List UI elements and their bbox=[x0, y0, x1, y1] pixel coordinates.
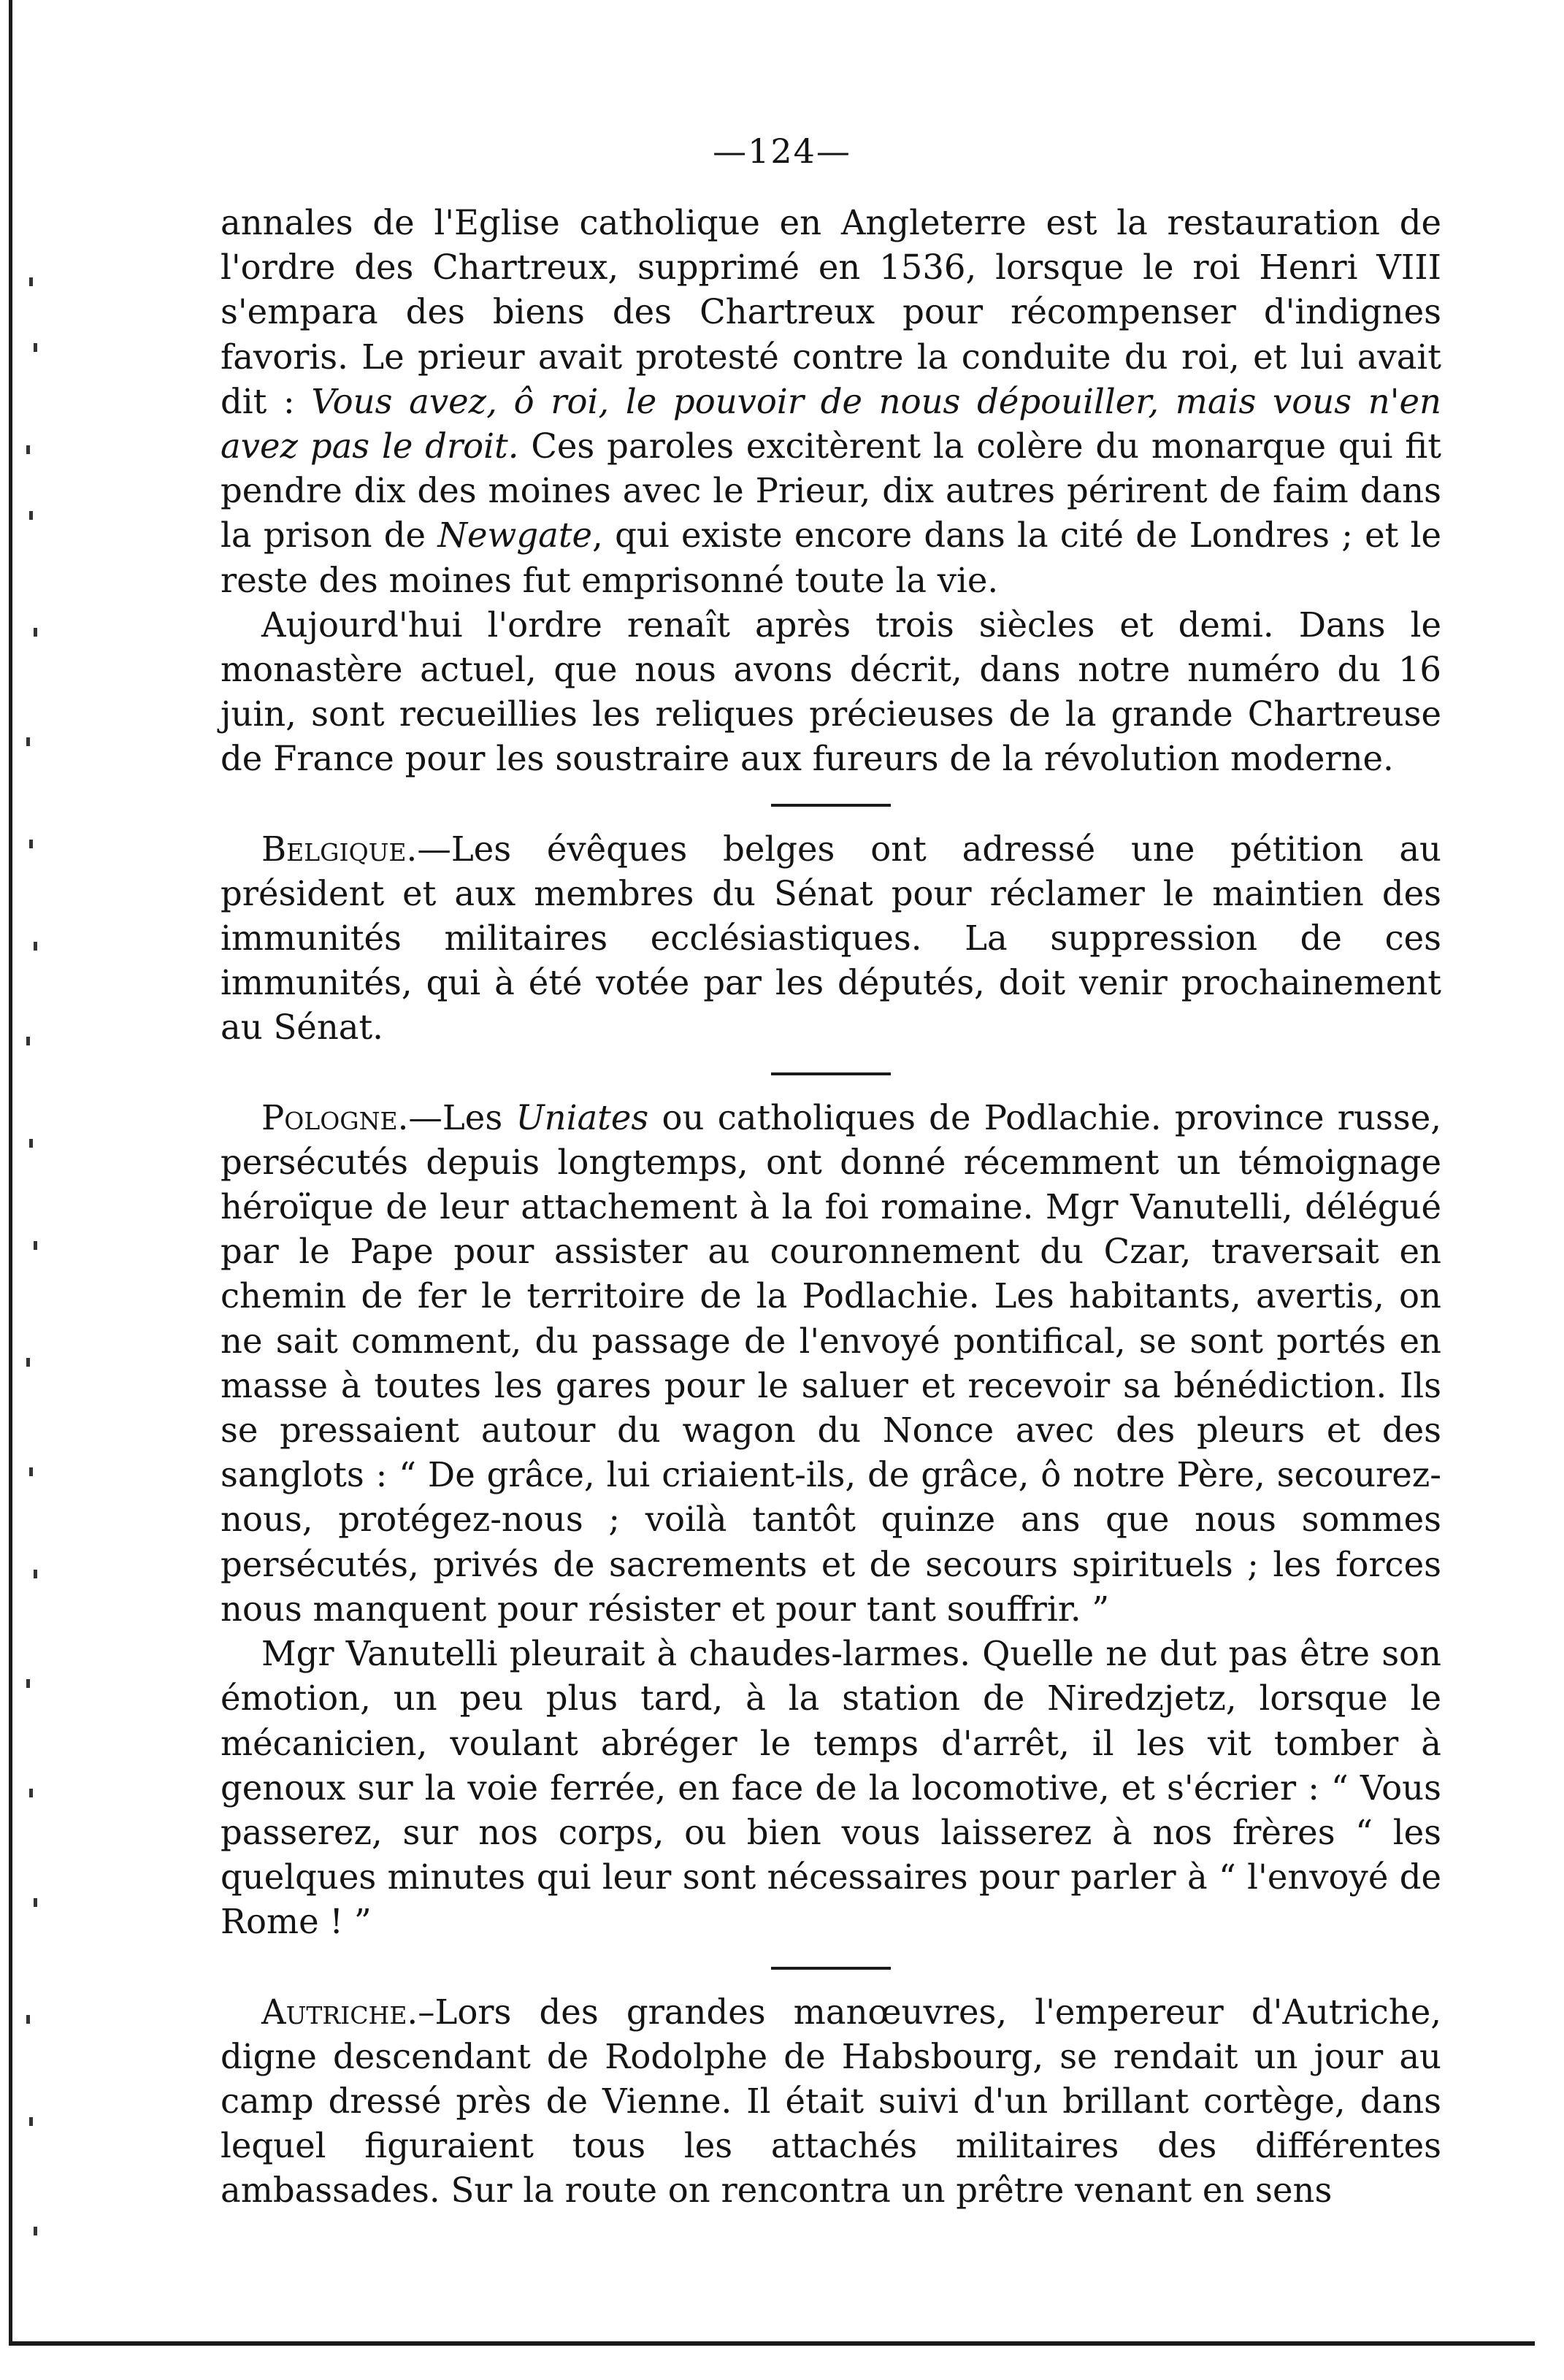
paragraph-ordre-renait: Aujourd'hui l'ordre renaît après trois siècles et demi. Dans le monastère actuel, que nous avons décrit, dans notre numéro du 16 juin, sont recueillies les reliques précieuses de la grande Chartreuse de France pour les soustraire aux fureurs de la révolution moderne. bbox=[221, 604, 1441, 779]
scan-speck bbox=[34, 343, 37, 352]
scan-speck bbox=[29, 2117, 33, 2126]
scan-speck bbox=[26, 1037, 30, 1045]
paragraph-vanutelli: Mgr Vanutelli pleurait à chaudes-larmes. Quelle ne dut pas être son émotion, un peu plus tard, à la station de Niredzjetz, lorsque le mécanicien, voulant abréger le temps d'arrêt, il les vit tomber à genoux sur la voie ferrée, en face de la locomotive, et s'écrier : “ Vous passerez, sur nos corps, ou bien vous laisserez à nos frères “ les quelques minutes qui leur sont nécessaires pour parler à “ l'envoyé de Rome ! ” bbox=[221, 1634, 1441, 1942]
section-divider bbox=[771, 1967, 891, 1970]
article-body bbox=[221, 201, 1441, 2214]
section-divider bbox=[771, 1072, 891, 1075]
section-heading: Belgique. bbox=[261, 829, 418, 869]
scan-speck bbox=[34, 1241, 37, 1250]
page-frame-bottom bbox=[9, 2341, 1535, 2346]
scan-speck bbox=[26, 2015, 30, 2024]
scan-speck bbox=[26, 737, 30, 746]
section-belgique: Belgique.—Les évêques belges ont adressé une pétition au président et aux membres du Sénat pour réclamer le maintien des immunités militaires ecclésiastiques. La suppression de ces immunités, qui à été votée par les députés, doit venir prochainement au Sénat. bbox=[221, 829, 1441, 1048]
section-pologne: Pologne.—Les Uniates ou catholiques de Podlachie. province russe, persécutés depuis longtemps, ont donné récemment un témoignage héroïque de leur attachement à la foi romaine. Mgr Vanutelli, délégué par le Pape pour assister au couronnement du Czar, traversait en chemin de fer le territoire de la Podlachie. Les habitants, avertis, on ne sait comment, du passage de l'envoyé pontifical, se sont portés en masse à toutes les gares pour le saluer et recevoir sa bénédiction. Ils se pressaient autour du wagon du Nonce avec des pleurs et des sanglots : “ De grâce, lui criaient-ils, de grâce, ô notre Père, secourez-nous, protégez-nous ; voilà tantôt quinze ans que nous sommes persécutés, privés de sacrements et de secours spirituels ; les forces nous manquent pour résister et pour tant souffrir. ” bbox=[221, 1097, 1441, 1629]
scan-speck bbox=[29, 840, 33, 848]
scan-speck bbox=[26, 1679, 30, 1688]
section-heading: Autriche. bbox=[261, 1992, 418, 2032]
section-autriche: Autriche.–Lors des grandes manœuvres, l'empereur d'Autriche, digne descendant de Rodolphe de Habsbourg, se rendait un jour au camp dressé près de Vienne. Il était suivi d'un brillant cortège, dans lequel figuraient tous les attachés militaires des différentes ambassades. Sur la route on rencontra un prêtre venant en sens bbox=[221, 1992, 1441, 2211]
scan-speck bbox=[26, 445, 30, 454]
scan-speck bbox=[34, 1898, 37, 1907]
scan-speck bbox=[29, 511, 33, 520]
scan-speck bbox=[34, 942, 37, 951]
scan-speck bbox=[29, 277, 33, 286]
scan-speck bbox=[34, 628, 37, 637]
section-divider bbox=[771, 804, 891, 807]
scan-speck bbox=[29, 1139, 33, 1148]
page-number: —124— bbox=[713, 131, 851, 171]
scan-speck bbox=[34, 2227, 37, 2235]
section-heading: Pologne. bbox=[261, 1097, 409, 1137]
paragraph-chartreux: annales de l'Eglise catholique en Angleterre est la restauration de l'ordre des Chartreux, supprimé en 1536, lorsque le roi Henri VIII s'empara des biens des Chartreux pour récompenser d'indignes favoris. Le prieur avait protesté contre la conduite du roi, et lui avait dit : Vous avez, ô roi, le pouvoir de nous dépouiller, mais vous n'en avez pas le droit. Ces paroles excitèrent la colère du monarque qui fit pendre dix des moines avec le Prieur, dix autres périrent de faim dans la prison de Newgate, qui existe encore dans la cité de Londres ; et le reste des moines fut emprisonné toute la vie. bbox=[221, 203, 1441, 600]
scan-speck bbox=[34, 1570, 37, 1578]
scan-speck bbox=[29, 1467, 33, 1476]
scan-speck bbox=[29, 1789, 33, 1797]
scan-speck bbox=[26, 1358, 30, 1367]
page-frame-left bbox=[9, 0, 12, 2345]
